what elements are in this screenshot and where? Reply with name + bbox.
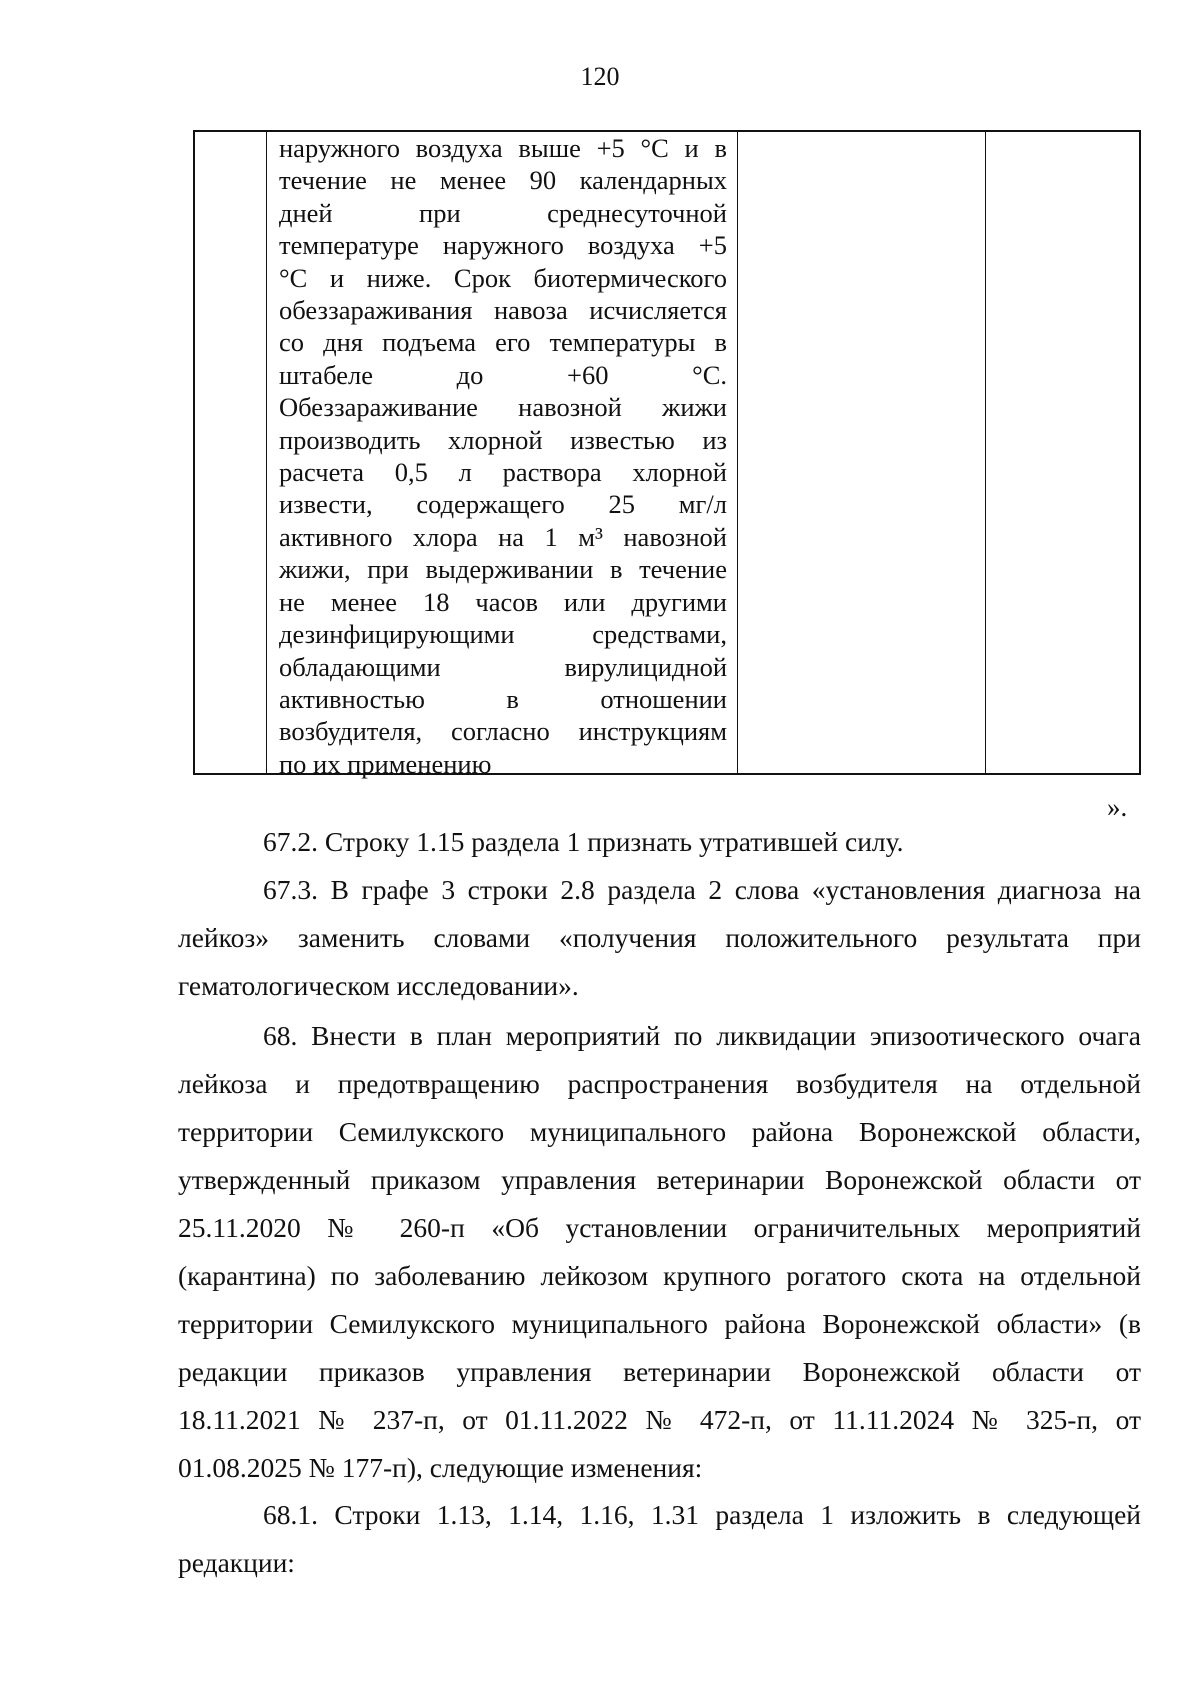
paragraph-line: лейкоза и предотвращению распространения возбудителя на отдельной [178,1068,1141,1099]
table-cell-line: производить хлорной известью из [279,424,727,455]
table-cell-line: извести, содержащего 25 мг/л [279,489,727,520]
paragraph-line: 68.1. Строки 1.13, 1.14, 1.16, 1.31 раздела 1 изложить в следующей [263,1499,1141,1530]
paragraph-line: редакции приказов управления ветеринарии Воронежской области от [178,1356,1141,1387]
table-cell-line: не менее 18 часов или другими [279,586,727,617]
paragraph-line: 68. Внести в план мероприятий по ликвидации эпизоотического очага [263,1020,1141,1051]
paragraph-line: редакции: [178,1547,295,1578]
table-cell-line: жижи, при выдерживании в течение [279,554,727,585]
table-cell-line: активного хлора на 1 м³ навозной [279,521,727,552]
paragraph-line: гематологическом исследовании». [178,970,579,1001]
table-cell-number [195,132,267,773]
paragraph-line: лейкоз» заменить словами «получения положительного результата при [178,922,1141,953]
paragraph-67-2 [178,818,1141,866]
table-cell-line: наружного воздуха выше +5 °С и в [279,133,727,163]
paragraph-line: 67.2. Строку 1.15 раздела 1 признать утратившей силу. [263,826,904,857]
paragraph-line: территории Семилукского муниципального района Воронежской области, [178,1116,1141,1147]
table-cell-line: обладающими вирулицидной [279,651,727,682]
table-cell-line: °С и ниже. Срок биотермического [279,262,727,293]
paragraph-68 [178,1012,1141,1492]
page-number: 120 [580,62,620,91]
table-cell-description [267,132,738,779]
paragraph-line: утвержденный приказом управления ветеринарии Воронежской области от [178,1164,1141,1195]
paragraph-67-3 [178,866,1141,1010]
table-cell-line: активностью в отношении [279,683,727,714]
table-cell-line: штабеле до +60 °С. [279,359,727,390]
table-cell-line: расчета 0,5 л раствора хлорной [279,457,727,488]
paragraph-68-1 [178,1491,1141,1587]
table-cell-line: обеззараживания навоза исчисляется [279,295,727,326]
table-cell-text [279,132,727,780]
table-cell-line: течение не менее 90 календарных [279,165,727,196]
table-cell-line: по их применению [279,748,492,779]
paragraph-line: территории Семилукского муниципального района Воронежской области» (в [178,1308,1141,1339]
table-cell-line: со дня подъема его температуры в [279,327,727,358]
table-cell-line: дезинфицирующими средствами, [279,619,727,650]
table-cell-line: возбудителя, согласно инструкциям [279,716,727,747]
table-cell-line: Обеззараживание навозной жижи [279,392,727,423]
table-cell-line: дней при среднесуточной [279,197,727,228]
table-cell-line: температуре наружного воздуха +5 [279,230,727,261]
table-cell-column-4 [986,132,1139,773]
paragraph-line: (карантина) по заболеванию лейкозом крупного рогатого скота на отдельной [178,1260,1141,1291]
paragraph-line: 25.11.2020 № 260-п «Об установлении ограничительных мероприятий [178,1212,1141,1243]
requirements-table [193,130,1141,779]
table-cell-column-3 [738,132,986,773]
paragraph-line: 67.3. В графе 3 строки 2.8 раздела 2 слова «установления диагноза на [263,874,1141,905]
closing-quote: ». [1107,792,1128,822]
paragraph-line: 01.08.2025 № 177-п), следующие изменения: [178,1452,703,1483]
paragraph-line: 18.11.2021 № 237-п, от 01.11.2022 № 472-п, от 11.11.2024 № 325-п, от [178,1404,1141,1435]
